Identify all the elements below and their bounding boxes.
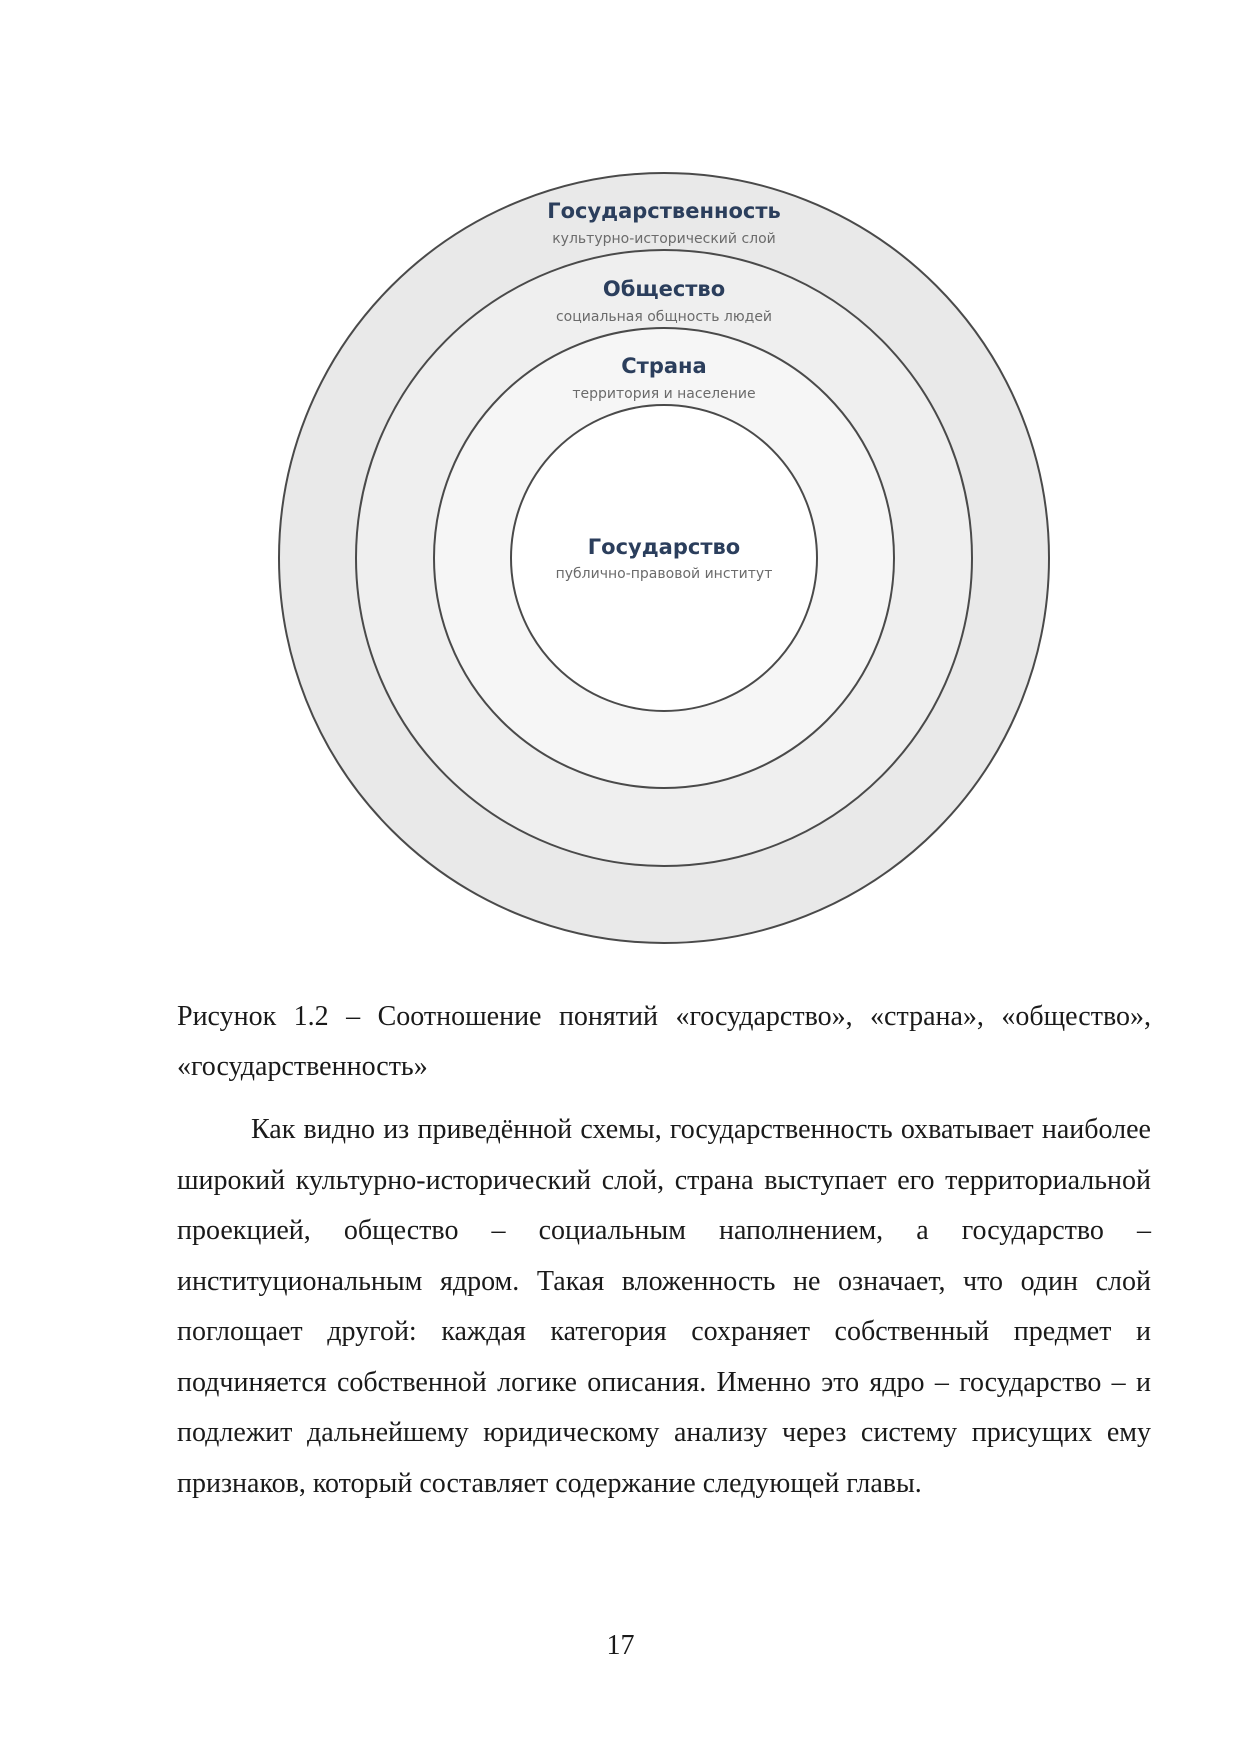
ring-subtitle-society: социальная общность людей xyxy=(555,309,773,325)
ring-title-country: Страна xyxy=(621,354,707,378)
ring-subtitle-statehood: культурно-исторический слой xyxy=(552,231,776,247)
page-number: 17 xyxy=(606,1630,635,1661)
ring-title-society: Общество xyxy=(602,277,726,301)
ring-subtitle-country: территория и население xyxy=(572,386,756,402)
ring-title-state: Государство xyxy=(587,535,741,559)
nested-circles-diagram xyxy=(270,168,1058,956)
ring-title-statehood: Государственность xyxy=(547,199,781,223)
figure-caption: Рисунок 1.2 – Соотношение понятий «государство», «страна», «общество», «государственность» xyxy=(177,1001,1151,1082)
ring-subtitle-state: публично-правовой институт xyxy=(555,566,773,582)
body-paragraph: Как видно из приведённой схемы, государственность охватывает наиболее широкий культурно-исторический слой, страна выступает его территориальной проекцией, общество – социальным наполнением, а государство – институциональным ядром. Такая вложенность не означает, что один слой поглощает другой: каждая категория сохраняет собственный предмет и подчиняется собственной логике описания. Именно это ядро – государство – и подлежит дальнейшему юридическому анализу через систему присущих ему признаков, который составляет содержание следующей главы. xyxy=(177,1114,1151,1499)
